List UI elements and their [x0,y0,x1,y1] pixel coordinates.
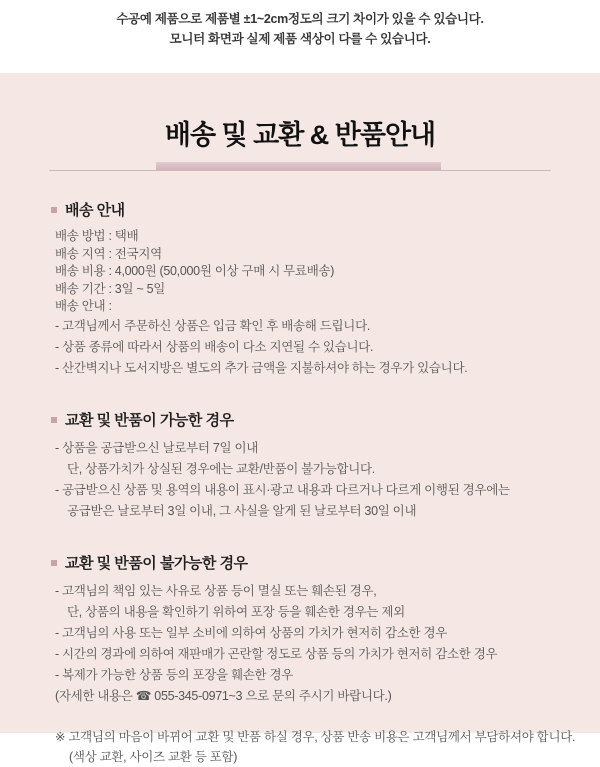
title-underline [49,161,551,171]
section-exchange-impossible [55,552,582,707]
panel-content [0,171,600,767]
exchange-possible-line: 단, 상품가치가 상실된 경우에는 교환/반품이 불가능합니다. [67,461,375,476]
exchange-possible-line: - 상품을 공급받으신 날로부터 7일 이내 [55,440,259,455]
exchange-impossible-line: - 고객님의 책임 있는 사유로 상품 등이 멸실 또는 훼손된 경우, [55,583,377,598]
shipping-line: 배송 기간 : 3일 ~ 5일 [55,281,165,296]
top-notice [0,0,600,73]
shipping-line: 배송 안내 : [55,299,112,313]
section-shipping-heading [51,199,582,220]
top-notice-line-1: 수공예 제품으로 제품별 ±1~2cm정도의 크기 차이가 있을 수 있습니다. [116,12,484,26]
panel-title: 배송 및 교환 & 반품안내 [164,120,436,150]
exchange-possible-line: 공급받은 날로부터 3일 이내, 그 사실을 알게 된 날로부터 30일 이내 [67,503,417,518]
footnote-line-2: (색상 교환, 사이즈 교환 등 포함) [69,749,238,764]
top-notice-line-2: 모니터 화면과 실제 제품 색상이 다를 수 있습니다. [169,32,431,46]
section-shipping [55,199,582,379]
footnote-line-1: ※ 고객님의 마음이 바뀌어 교환 및 반품 하실 경우, 상품 반송 비용은 고객님께서 부담하셔야 합니다. [55,729,576,744]
shipping-line: - 고객님께서 주문하신 상품은 입금 확인 후 배송해 드립니다. [55,318,371,333]
shipping-line: - 상품 종류에 따라서 상품의 배송이 다소 지연될 수 있습니다. [55,339,374,354]
shipping-line: 배송 비용 : 4,000원 (50,000원 이상 구매 시 무료배송) [55,264,335,278]
section-exchange-possible [55,409,582,522]
exchange-impossible-line: 단, 상품의 내용을 확인하기 위하여 포장 등을 훼손한 경우는 제외 [67,604,405,619]
square-bullet-icon [51,417,57,423]
section-exchange-possible-heading-label: 교환 및 반품이 가능한 경우 [65,411,234,429]
section-exchange-impossible-heading-label: 교환 및 반품이 불가능한 경우 [65,554,248,572]
title-accent-bar [156,162,441,170]
section-exchange-impossible-heading [51,552,582,573]
section-exchange-possible-heading [51,409,582,430]
section-shipping-heading-label: 배송 안내 [65,202,125,219]
contact-phone-line: (자세한 내용은 ☎ 055-345-0971~3 으로 문의 주시기 바랍니다.) [55,688,392,703]
title-divider-line [49,170,551,171]
shipping-info-panel [0,73,600,764]
shipping-line: 배송 지역 : 전국지역 [55,246,162,261]
square-bullet-icon [51,560,57,566]
exchange-possible-line: - 공급받으신 상품 및 용역의 내용이 표시·광고 내용과 다르거나 다르게 이행된 경우에는 [55,482,510,497]
shipping-line: - 산간벽지나 도서지방은 별도의 추가 금액을 지불하셔야 하는 경우가 있습니다. [55,360,468,375]
exchange-impossible-line: - 복제가 가능한 상품 등의 포장을 훼손한 경우 [55,667,294,682]
exchange-impossible-line: - 시간의 경과에 의하여 재판매가 곤란할 정도로 상품 등의 가치가 현저히 감소한 경우 [55,646,498,661]
exchange-impossible-line: - 고객님의 사용 또는 일부 소비에 의하여 상품의 가치가 현저히 감소한 경우 [55,625,448,640]
shipping-line: 배송 방법 : 택배 [55,229,139,243]
square-bullet-icon [51,207,57,213]
